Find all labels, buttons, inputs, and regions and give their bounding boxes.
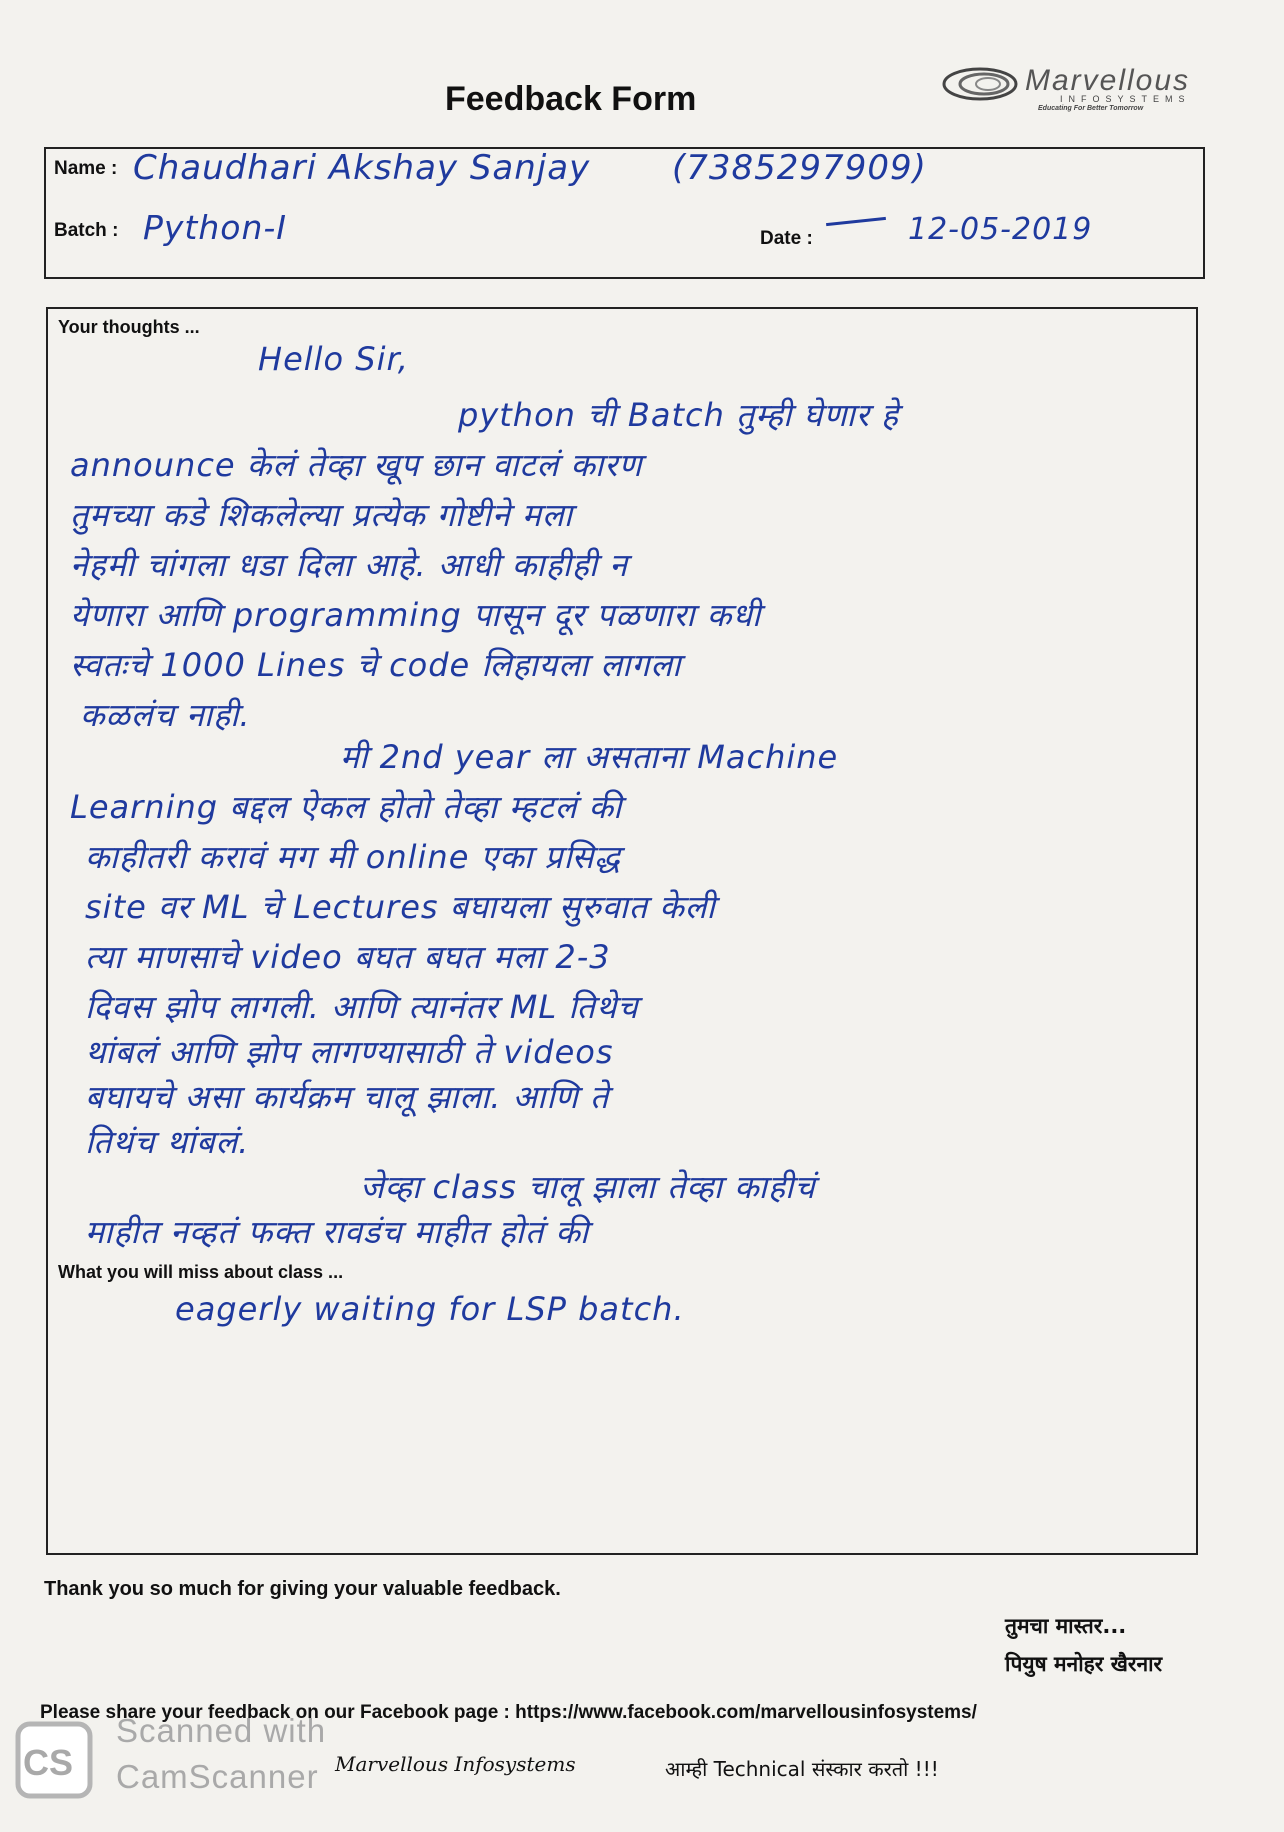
marvellous-logo [940,62,1240,112]
thought-line: तुमच्या कडे शिकलेल्या प्रत्येक गोष्टीने मला [70,496,574,534]
thought-line: Learning बद्दल ऐकल होतो तेव्हा म्हटलं की [70,788,623,826]
thought-line: site वर ML चे Lectures बघायला सुरुवात केली [85,888,716,926]
logo-subtitle: INFOSYSTEMS [1060,94,1191,104]
thought-line: python ची Batch तुम्ही घेणार हे [458,396,899,434]
name-value: Chaudhari Akshay Sanjay [133,148,591,188]
thought-line: त्या माणसाचे video बघत बघत मला 2-3 [85,938,611,976]
logo-brand: Marvellous [1025,64,1191,97]
thought-line: माहीत नव्हतं फक्त रावडंच माहीत होतं की [85,1213,590,1251]
thought-line: बघायचे असा कार्यक्रम चालू झाला. आणि ते [85,1078,610,1116]
company-name: Marvellous Infosystems [335,1752,576,1776]
date-value: 12-05-2019 [908,212,1093,247]
thought-line: Hello Sir, [258,340,409,378]
phone-value: (7385297909) [672,148,927,188]
camscanner-text: CamScanner [116,1758,319,1795]
batch-label: Batch : [54,220,119,241]
facebook-share-text: Please share your feedback on our Facebook page : https://www.facebook.com/marvellousinfosystems/ [40,1702,977,1723]
company-tagline: आम्ही Technical संस्कार करतो !!! [665,1757,939,1781]
miss-value: eagerly waiting for LSP batch. [175,1290,685,1328]
thought-line: थांबलं आणि झोप लागण्यासाठी ते videos [85,1033,614,1071]
scanned-with-text: Scanned with [116,1712,327,1749]
thought-line: काहीतरी करावं मग मी online एका प्रसिद्ध [85,838,621,876]
thoughts-label: Your thoughts ... [58,317,200,337]
date-label: Date : [760,228,813,249]
form-title: Feedback Form [445,80,697,118]
camscanner-badge-text: CS [23,1742,74,1783]
name-label: Name : [54,158,118,179]
thought-line: दिवस झोप लागली. आणि त्यानंतर ML तिथेच [85,988,639,1026]
signature-line-2: पियुष मनोहर खैरनार [1005,1652,1163,1676]
logo-tagline: Educating For Better Tomorrow [1038,105,1144,112]
thought-line: जेव्हा class चालू झाला तेव्हा काहीचं [360,1168,816,1206]
miss-label: What you will miss about class ... [58,1262,344,1282]
thought-line: स्वतःचे 1000 Lines चे code लिहायला लागला [70,646,682,684]
signature-line-1: तुमचा मास्तर... [1005,1614,1127,1638]
batch-value: Python-I [143,208,288,247]
thanks-text: Thank you so much for giving your valuable feedback. [44,1578,561,1600]
thought-line: तिथंच थांबलं. [85,1123,250,1161]
thought-line: मी 2nd year ला असताना Machine [340,738,839,776]
swirl-logo-icon [940,62,1020,106]
thought-line: येणारा आणि programming पासून दूर पळणारा कधी [70,596,762,634]
thought-line: नेहमी चांगला धडा दिला आहे. आधी काहीही न [70,546,629,584]
thought-line: announce केलं तेव्हा खूप छान वाटलं कारण [70,446,643,484]
thought-line: कळलंच नाही. [80,696,251,734]
